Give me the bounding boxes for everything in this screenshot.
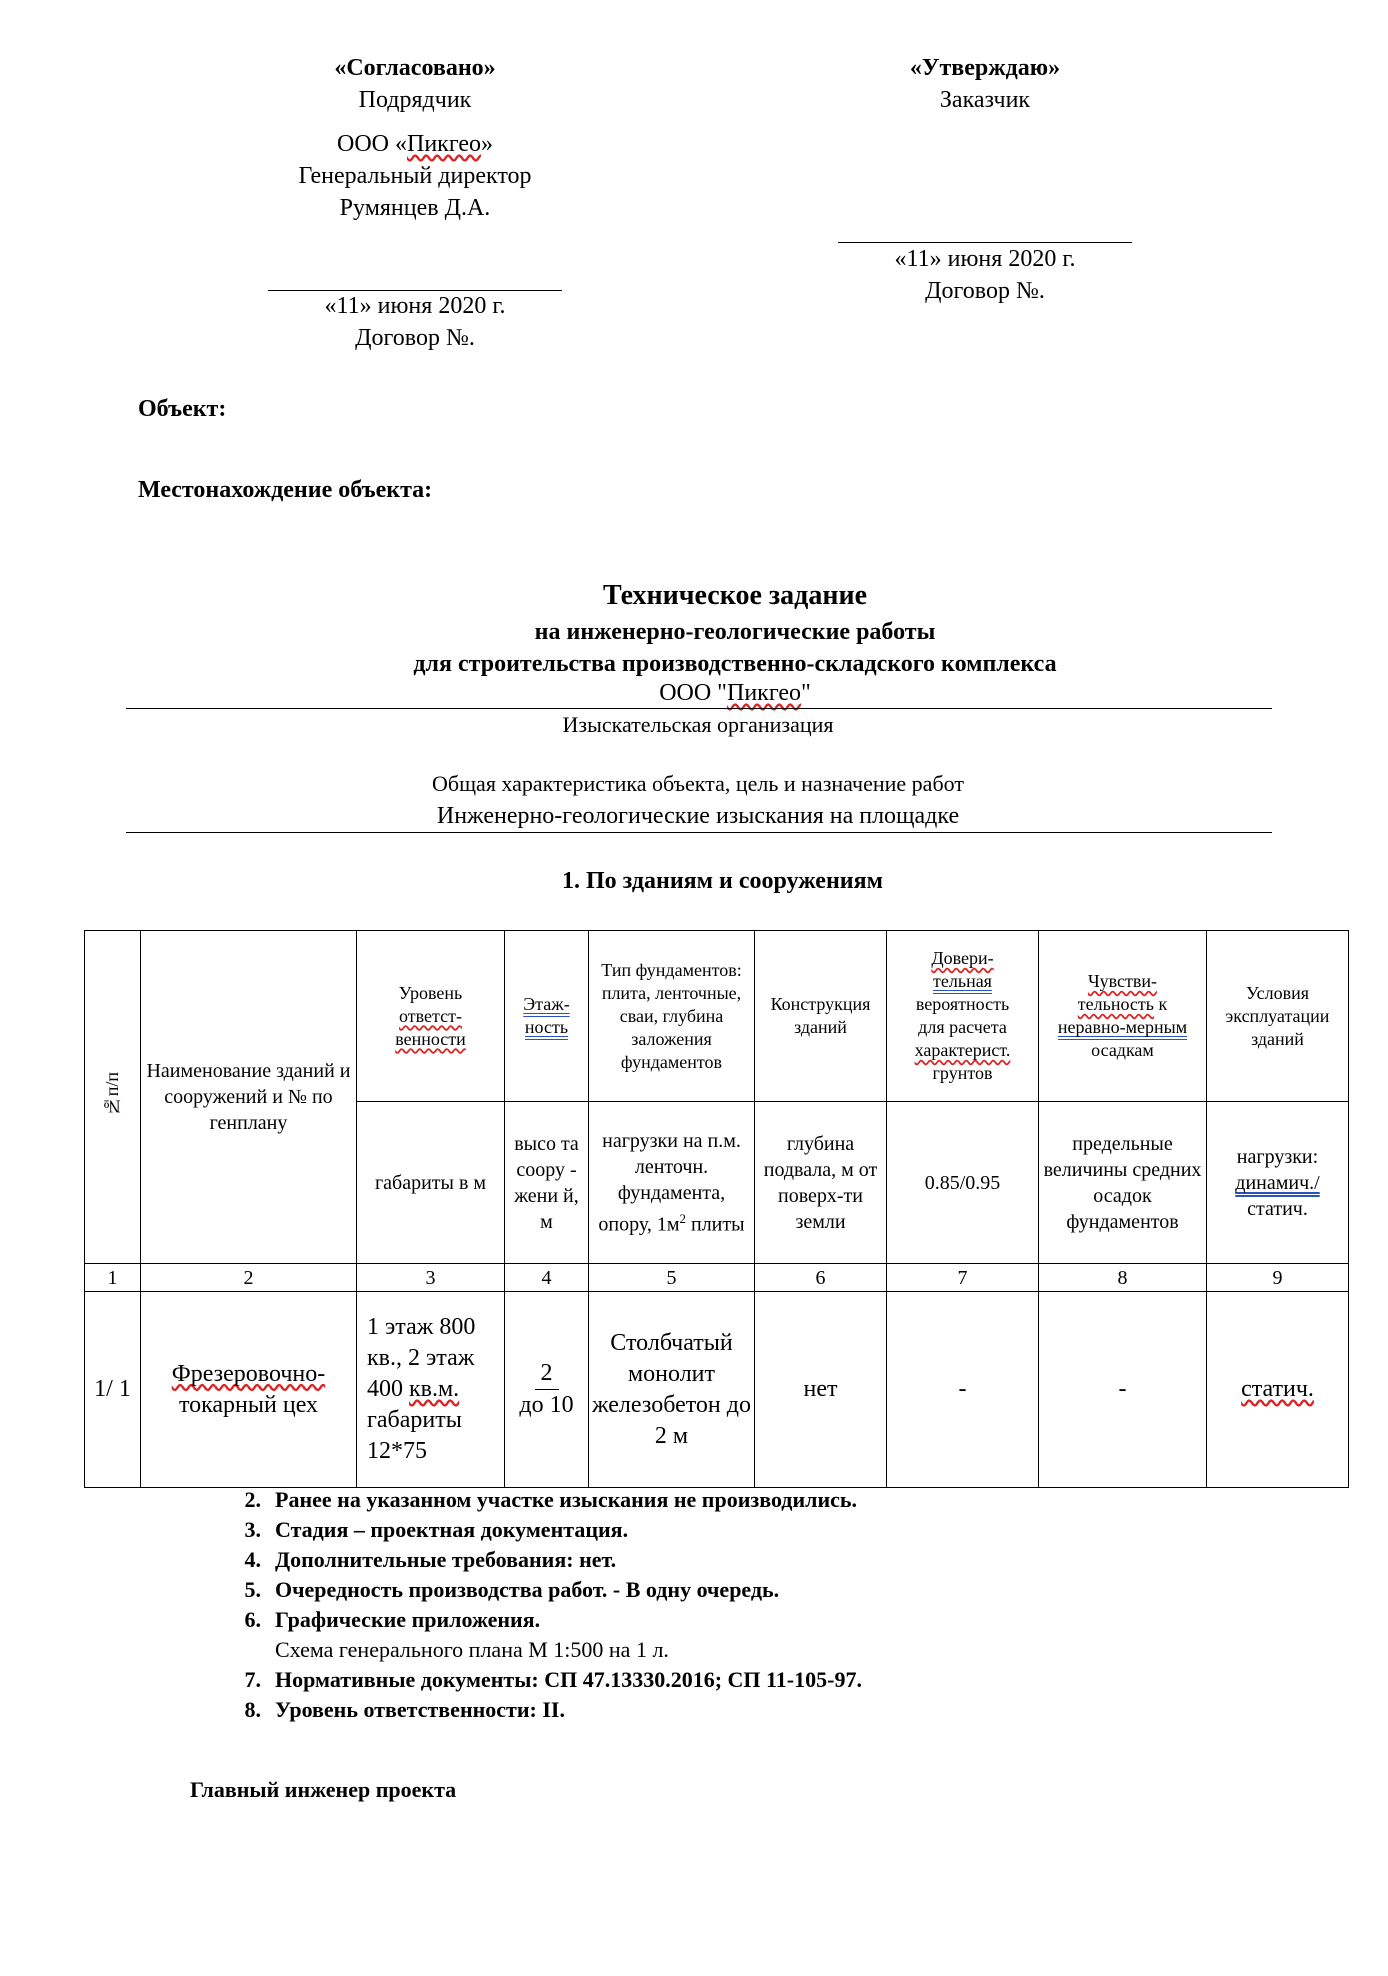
approval-right-date: «11» июня 2020 г. <box>894 246 1076 272</box>
location-label: Местонахождение объекта: <box>138 477 433 503</box>
approval-left-date: «11» июня 2020 г. <box>324 293 506 319</box>
th-name: Наименование зданий и сооружений и № по генплану <box>141 931 357 1264</box>
th-conditions: Условия эксплуатации зданий <box>1207 931 1349 1102</box>
list-item: 7. Нормативные документы: СП 47.13330.2016; СП 11-105-97. <box>244 1667 862 1692</box>
th-foundation: Тип фундаментов: плита, ленточные, сваи, глубина заложения фундаментов <box>589 931 755 1102</box>
approval-right-contract: Договор №. <box>925 278 1045 304</box>
signature-label: Главный инженер проекта <box>190 1777 457 1802</box>
list-item: 4. Дополнительные требования: нет. <box>244 1547 617 1572</box>
th-load-types: нагрузки: динамич./ статич. <box>1207 1102 1349 1264</box>
approval-left-date-block <box>215 290 615 354</box>
th-depth: глубина подвала, м от поверх-ти земли <box>755 1102 887 1264</box>
th-settlement: предельные величины средних осадок фундаментов <box>1039 1102 1207 1264</box>
approval-left-position: Генеральный директор <box>298 163 532 189</box>
org-name: ООО "Пикгео" <box>659 680 811 706</box>
company-name-word: Пикгео <box>406 131 481 157</box>
approval-left-contract: Договор №. <box>355 325 475 351</box>
list-item: 6. Графические приложения. <box>244 1607 541 1632</box>
table-header-row <box>85 931 1349 1102</box>
document-title: Техническое задание <box>602 580 868 611</box>
list-item-note: Схема генерального плана М 1:500 на 1 л. <box>275 1637 669 1662</box>
th-dimensions: габариты в м <box>357 1102 505 1264</box>
approval-left-role: Подрядчик <box>358 87 472 113</box>
object-label: Объект: <box>138 396 227 422</box>
approval-left-company: ООО «Пикгео» <box>336 131 493 157</box>
approval-left <box>215 52 615 224</box>
th-construction: Конструкция зданий <box>755 931 887 1102</box>
approval-left-person: Румянцев Д.А. <box>339 195 491 221</box>
list-item: 3. Стадия – проектная документация. <box>244 1517 629 1542</box>
approval-right-heading: «Утверждаю» <box>909 55 1061 81</box>
th-prob-value: 0.85/0.95 <box>887 1102 1039 1264</box>
table-column-numbers: 1 2 3 4 5 6 7 8 9 <box>85 1264 1349 1292</box>
section-1-heading: 1. По зданиям и сооружениям <box>562 868 883 894</box>
characteristic-underline <box>126 832 1272 833</box>
characteristic-value: Инженерно-геологические изыскания на площадке <box>436 803 960 829</box>
row-level: 1 этаж 800 кв., 2 этаж 400 кв.м. габариты 12*75 <box>357 1292 505 1488</box>
table-row <box>85 1292 1349 1488</box>
row-probability: - <box>887 1292 1039 1488</box>
org-underline <box>126 708 1272 709</box>
th-probability: Довери- тельная вероятность для расчета характерист. грунтов <box>887 931 1039 1102</box>
approval-right-date-block <box>785 243 1185 307</box>
buildings-table <box>84 930 1349 1488</box>
row-construction: нет <box>755 1292 887 1488</box>
requirements-list <box>215 1485 862 1725</box>
title-line-1: на инженерно-геологические работы <box>534 619 936 645</box>
list-item: 8. Уровень ответственности: II. <box>244 1697 565 1722</box>
row-conditions: статич. <box>1207 1292 1349 1488</box>
row-sensitivity: - <box>1039 1292 1207 1488</box>
approval-right-role: Заказчик <box>939 87 1031 113</box>
org-caption: Изыскательская организация <box>562 712 834 737</box>
th-floors: Этаж- ность <box>505 931 589 1102</box>
approval-left-heading: «Согласовано» <box>334 55 496 81</box>
row-foundation: Столбчатый монолит железобетон до 2 м <box>589 1292 755 1488</box>
th-num: №п/п <box>85 931 141 1264</box>
th-loads: нагрузки на п.м. ленточн. фундамента, опору, $1м^2$ плиты <box>589 1102 755 1264</box>
approval-right <box>785 52 1185 116</box>
list-item: 2. Ранее на указанном участке изыскания не производились. <box>244 1487 858 1512</box>
th-height: высо та соору - жени й, м <box>505 1102 589 1264</box>
characteristic-caption: Общая характеристика объекта, цель и назначение работ <box>432 771 964 796</box>
th-level: Уровень ответст- венности <box>357 931 505 1102</box>
row-name: Фрезеровочно- токарный цех <box>141 1292 357 1488</box>
row-floors: 2 до 10 <box>505 1292 589 1488</box>
row-num: 1/ 1 <box>85 1292 141 1488</box>
th-sensitivity: Чувстви- тельность к неравно-мерным осадкам <box>1039 931 1207 1102</box>
list-item: 5. Очередность производства работ. - В одну очередь. <box>244 1577 780 1602</box>
title-line-2: для строительства производственно-складского комплекса <box>413 651 1057 677</box>
